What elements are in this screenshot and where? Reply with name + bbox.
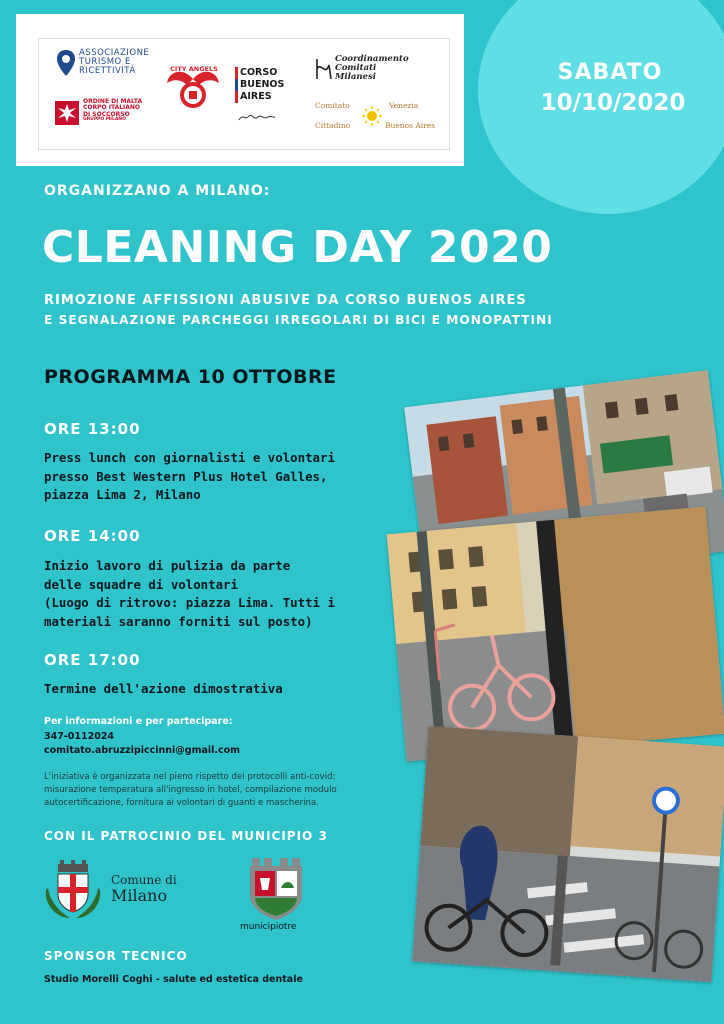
logo-malta-line-4: GRUPPO MILANO bbox=[83, 116, 126, 122]
sponsor-title: SPONSOR TECNICO bbox=[44, 949, 188, 963]
signature-icon bbox=[237, 111, 277, 123]
covid-note-line-2: misurazione temperatura all'ingresso in hotel, compilazione modulo bbox=[44, 785, 337, 795]
logo-comitato-venezia bbox=[315, 97, 443, 141]
program-desc-2-line-2: delle squadre di volontari bbox=[44, 576, 238, 592]
municipio-tre-label: municipiotre bbox=[240, 922, 297, 932]
logo-comitato-word-4: Buenos Aires bbox=[385, 121, 436, 130]
logo-comitato-word-3: Cittadino bbox=[315, 121, 351, 130]
logo-malta-line-3: DI SOCCORSO bbox=[83, 110, 130, 118]
covid-note-line-1: L'iniziativa è organizzata nel pieno rispetto dei protocolli anti-covid: bbox=[44, 772, 336, 782]
logo-assoc-line-2: TURISMO E bbox=[79, 56, 131, 67]
sun-icon bbox=[361, 105, 383, 127]
photo-bikes-middle bbox=[387, 506, 724, 761]
info-phone: 347-0112024 bbox=[44, 731, 115, 742]
date-value: 10/10/2020 bbox=[540, 90, 686, 116]
info-title: Per informazioni e per partecipare: bbox=[44, 716, 233, 727]
program-time-1: ORE 13:00 bbox=[44, 420, 141, 438]
coordinamento-emblem-icon bbox=[313, 55, 335, 83]
program-desc-3-line-1: Termine dell'azione dimostrativa bbox=[44, 681, 283, 696]
subtitle-line-1: RIMOZIONE AFFISSIONI ABUSIVE DA CORSO BUENOS AIRES bbox=[44, 293, 527, 308]
logo-box bbox=[16, 14, 464, 166]
logo-assoc-line-1: ASSOCIAZIONE bbox=[79, 48, 150, 58]
program-desc-1-line-3: piazza Lima 2, Milano bbox=[44, 487, 201, 502]
maltese-cross-icon bbox=[55, 101, 79, 125]
patronage-title: CON IL PATROCINIO DEL MUNICIPIO 3 bbox=[44, 829, 328, 843]
organize-heading: ORGANIZZANO A MILANO: bbox=[44, 183, 271, 199]
comune-milano-crest-icon bbox=[40, 860, 106, 922]
info-email: comitato.abruzzipiccinni@gmail.com bbox=[44, 745, 241, 756]
logo-malta-line-2: CORPO ITALIANO bbox=[83, 104, 141, 112]
date-day: SABATO bbox=[557, 60, 663, 85]
program-time-2: ORE 14:00 bbox=[44, 527, 141, 545]
logo-coordinamento bbox=[313, 53, 439, 93]
program-time-3: ORE 17:00 bbox=[44, 651, 141, 669]
logo-corso-line-2: BUENOS bbox=[235, 79, 295, 91]
logo-city-angels-label: CITY ANGELS bbox=[170, 65, 218, 73]
program-desc-2 bbox=[44, 557, 335, 631]
comune-milano-label bbox=[111, 874, 177, 905]
municipio-tre-shield-icon bbox=[248, 858, 304, 920]
logo-comitato-word-1: Comitato bbox=[315, 101, 350, 110]
program-desc-2-line-3: (Luogo di ritrovo: piazza Lima. Tutti i bbox=[44, 595, 335, 610]
program-title: PROGRAMMA 10 OTTOBRE bbox=[44, 366, 337, 388]
logo-malta-line-1: ORDINE DI MALTA bbox=[83, 98, 143, 105]
program-desc-1-line-1: Press lunch con giornalisti e volontari bbox=[44, 450, 335, 465]
program-desc-3 bbox=[44, 680, 283, 699]
event-title: CLEANING DAY 2020 bbox=[42, 222, 553, 273]
logo-comitato-word-2: Venezia bbox=[389, 101, 419, 110]
logo-associazione-turismo bbox=[55, 47, 167, 79]
program-desc-2-line-4: materiali saranno forniti sul posto) bbox=[44, 613, 313, 629]
location-pin-icon bbox=[55, 49, 77, 77]
covid-note bbox=[44, 771, 337, 810]
logo-corso-line-3: AIRES bbox=[235, 91, 295, 103]
comune-label-line-2: Milano bbox=[111, 886, 168, 906]
subtitle-line-2: E SEGNALAZIONE PARCHEGGI IRREGOLARI DI BICI E MONOPATTINI bbox=[44, 313, 553, 327]
logo-assoc-line-3: RICETTIVITÀ bbox=[79, 65, 136, 76]
covid-note-line-3: autocertificazione, fornitura ai volontari di guanti e mascherina. bbox=[44, 798, 319, 808]
logo-corso-buenos-aires bbox=[235, 67, 295, 127]
photo-cyclist-bottom bbox=[412, 726, 724, 982]
logo-coord-line-2: Comitati bbox=[335, 62, 377, 73]
logo-corso-line-1: CORSO bbox=[235, 67, 295, 79]
program-desc-2-line-1: Inizio lavoro di pulizia da parte bbox=[44, 558, 291, 573]
sponsor-name: Studio Morelli Coghi - salute ed estetica dentale bbox=[44, 974, 303, 985]
logo-city-angels bbox=[163, 61, 227, 125]
logo-ordine-malta bbox=[55, 97, 165, 131]
program-desc-1-line-2: presso Best Western Plus Hotel Galles, bbox=[44, 468, 328, 484]
logo-coord-line-3: Milanesi bbox=[335, 71, 376, 82]
logo-coord-line-1: Coordinamento bbox=[335, 54, 409, 64]
comune-label-line-1: Comune di bbox=[111, 873, 177, 887]
program-desc-1 bbox=[44, 449, 335, 505]
logo-box-inner bbox=[38, 38, 450, 150]
